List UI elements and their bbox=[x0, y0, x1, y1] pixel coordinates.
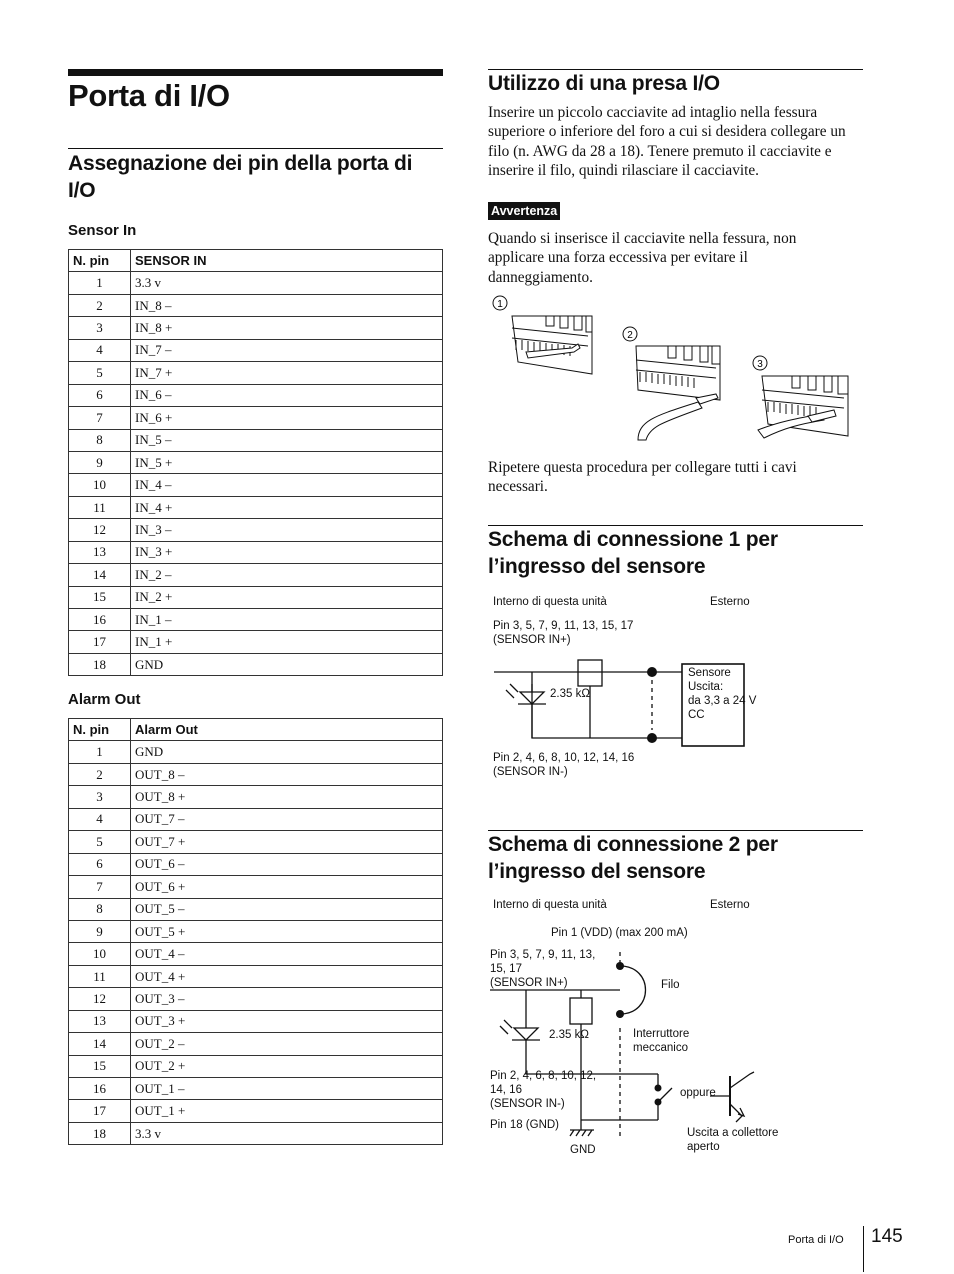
pin-signal-cell: IN_6 + bbox=[131, 407, 443, 429]
pin-number-cell: 4 bbox=[69, 808, 131, 830]
pin-signal-cell: OUT_2 – bbox=[131, 1033, 443, 1055]
table-row bbox=[69, 541, 443, 563]
pin-number-cell: 4 bbox=[69, 339, 131, 361]
table-row bbox=[69, 988, 443, 1010]
or-label: oppure bbox=[680, 1087, 716, 1099]
pin-signal-cell: 3.3 v bbox=[131, 272, 443, 294]
switch-symbol bbox=[658, 1074, 672, 1120]
footer-divider bbox=[863, 1226, 864, 1272]
table-row bbox=[69, 362, 443, 384]
pin-number-cell: 2 bbox=[69, 763, 131, 785]
table-row bbox=[69, 586, 443, 608]
table-row bbox=[69, 853, 443, 875]
warning-text: Quando si inserisce il cacciavite nella fessura, non applicare una forza eccessiva per evitare il danneggiamento. bbox=[488, 230, 797, 286]
terminal-block-1 bbox=[512, 316, 592, 374]
label-line: 15, 17 bbox=[490, 963, 522, 975]
pin-signal-cell: IN_5 – bbox=[131, 429, 443, 451]
table-row bbox=[69, 1078, 443, 1100]
pin-number-cell: 18 bbox=[69, 1122, 131, 1144]
pin-signal-cell: IN_1 + bbox=[131, 631, 443, 653]
table-row bbox=[69, 943, 443, 965]
pin-signal-cell: OUT_6 – bbox=[131, 853, 443, 875]
schema2-circuit bbox=[488, 944, 778, 1140]
pin-signal-cell: OUT_1 + bbox=[131, 1100, 443, 1122]
table-row bbox=[69, 876, 443, 898]
pin-signal-cell: IN_1 – bbox=[131, 609, 443, 631]
label-line: (SENSOR IN-) bbox=[493, 766, 568, 778]
table-row bbox=[69, 786, 443, 808]
pin-number-cell: 12 bbox=[69, 519, 131, 541]
table-row bbox=[69, 564, 443, 586]
title-rule bbox=[68, 69, 443, 76]
pin-number-cell: 15 bbox=[69, 1055, 131, 1077]
pin-signal-cell: IN_6 – bbox=[131, 384, 443, 406]
pin-number-cell: 3 bbox=[69, 317, 131, 339]
label-line: (SENSOR IN+) bbox=[493, 634, 571, 646]
pin-section-heading: Assegnazione dei pin della porta di I/O bbox=[68, 152, 413, 202]
pin-number-cell: 12 bbox=[69, 988, 131, 1010]
ground-symbol bbox=[570, 1130, 594, 1136]
heading-line: l’ingresso del sensore bbox=[488, 555, 706, 578]
table-row bbox=[69, 741, 443, 763]
footer-section-label: Porta di I/O bbox=[788, 1234, 844, 1246]
column-header: SENSOR IN bbox=[131, 250, 443, 272]
sensor-box bbox=[682, 664, 744, 746]
label-line: Uscita a collettore bbox=[687, 1127, 779, 1139]
pin-number-cell: 6 bbox=[69, 853, 131, 875]
pin-signal-cell: 3.3 v bbox=[131, 1122, 443, 1144]
table-row bbox=[69, 1055, 443, 1077]
label-line: Interruttore bbox=[633, 1028, 690, 1040]
pin-number-cell: 1 bbox=[69, 272, 131, 294]
table-row bbox=[69, 609, 443, 631]
table-header-row bbox=[69, 719, 443, 741]
column-header: Alarm Out bbox=[131, 719, 443, 741]
label-line: (SENSOR IN-) bbox=[490, 1098, 565, 1110]
pin-signal-cell: IN_4 – bbox=[131, 474, 443, 496]
pin-signal-cell: IN_4 + bbox=[131, 496, 443, 518]
wire-loop bbox=[620, 966, 646, 1014]
table-row bbox=[69, 407, 443, 429]
label-line: meccanico bbox=[633, 1042, 688, 1054]
pin-signal-cell: IN_5 + bbox=[131, 451, 443, 473]
table-row bbox=[69, 920, 443, 942]
table-row bbox=[69, 317, 443, 339]
warning-badge: Avvertenza bbox=[488, 202, 560, 220]
pin-signal-cell: OUT_6 + bbox=[131, 876, 443, 898]
table-row bbox=[69, 631, 443, 653]
pin-signal-cell: IN_2 + bbox=[131, 586, 443, 608]
pin-signal-cell: OUT_3 – bbox=[131, 988, 443, 1010]
schema2-heading bbox=[488, 831, 778, 885]
pin-number-cell: 8 bbox=[69, 429, 131, 451]
table-row bbox=[69, 763, 443, 785]
table-row bbox=[69, 898, 443, 920]
sensor-in-table bbox=[68, 249, 443, 676]
section-rule bbox=[68, 148, 443, 149]
pin-number-cell: 11 bbox=[69, 965, 131, 987]
pin-signal-cell: OUT_4 – bbox=[131, 943, 443, 965]
label-line: da 3,3 a 24 V bbox=[688, 695, 757, 707]
table-row bbox=[69, 1100, 443, 1122]
table-row bbox=[69, 1010, 443, 1032]
terminal-block-3 bbox=[758, 376, 848, 438]
table-row bbox=[69, 519, 443, 541]
pin-signal-cell: IN_8 + bbox=[131, 317, 443, 339]
pin-number-cell: 1 bbox=[69, 741, 131, 763]
column-header: N. pin bbox=[69, 250, 131, 272]
pin-number-cell: 13 bbox=[69, 1010, 131, 1032]
table-row bbox=[69, 1033, 443, 1055]
table-row bbox=[69, 808, 443, 830]
schema1-heading bbox=[488, 526, 778, 580]
pin-number-cell: 6 bbox=[69, 384, 131, 406]
pin-number-cell: 10 bbox=[69, 943, 131, 965]
label-line: Pin 2, 4, 6, 8, 10, 12, 14, 16 bbox=[493, 752, 635, 764]
table-header-row bbox=[69, 250, 443, 272]
pin1-label: Pin 1 (VDD) (max 200 mA) bbox=[551, 927, 688, 939]
pin18-label: Pin 18 (GND) bbox=[490, 1119, 560, 1131]
pin-signal-cell: OUT_8 + bbox=[131, 786, 443, 808]
pin-signal-cell: IN_7 + bbox=[131, 362, 443, 384]
internal-label: Interno di questa unità bbox=[493, 899, 607, 911]
heading-line: Schema di connessione 2 per bbox=[488, 833, 778, 856]
pin-number-cell: 10 bbox=[69, 474, 131, 496]
pin-number-cell: 13 bbox=[69, 541, 131, 563]
label-line: Pin 2, 4, 6, 8, 10, 12, bbox=[490, 1070, 597, 1082]
sensor-in-heading: Sensor In bbox=[68, 222, 137, 239]
table-row bbox=[69, 1122, 443, 1144]
table-row bbox=[69, 831, 443, 853]
table-row bbox=[69, 451, 443, 473]
usage-heading: Utilizzo di una presa I/O bbox=[488, 72, 720, 95]
pin-number-cell: 17 bbox=[69, 1100, 131, 1122]
pin-signal-cell: GND bbox=[131, 741, 443, 763]
alarm-out-table bbox=[68, 718, 443, 1145]
table-row bbox=[69, 294, 443, 316]
pin-number-cell: 18 bbox=[69, 653, 131, 675]
pin-number-cell: 17 bbox=[69, 631, 131, 653]
pin-signal-cell: IN_8 – bbox=[131, 294, 443, 316]
pin-number-cell: 5 bbox=[69, 831, 131, 853]
label-line: aperto bbox=[687, 1141, 720, 1153]
internal-label: Interno di questa unità bbox=[493, 596, 607, 608]
pin-number-cell: 16 bbox=[69, 1078, 131, 1100]
external-label: Esterno bbox=[710, 899, 750, 911]
pin-signal-cell: IN_7 – bbox=[131, 339, 443, 361]
step-number: 3 bbox=[757, 359, 763, 370]
pin-signal-cell: IN_3 + bbox=[131, 541, 443, 563]
table-row bbox=[69, 496, 443, 518]
pin-number-cell: 15 bbox=[69, 586, 131, 608]
usage-paragraph: Inserire un piccolo cacciavite ad intaglio nella fessura superiore o inferiore del foro a cui si desidera collegare un filo (n. AWG da 28 a 18). Tenere premuto il cacciavite e inserire il filo, quindi rilasciare il cacciavite. bbox=[488, 104, 846, 180]
pin-number-cell: 14 bbox=[69, 564, 131, 586]
resistor-symbol bbox=[578, 660, 602, 686]
pin-number-cell: 9 bbox=[69, 920, 131, 942]
pin-number-cell: 14 bbox=[69, 1033, 131, 1055]
label-line: (SENSOR IN+) bbox=[490, 977, 568, 989]
pin-number-cell: 3 bbox=[69, 786, 131, 808]
pin-number-cell: 5 bbox=[69, 362, 131, 384]
heading-line: l’ingresso del sensore bbox=[488, 860, 706, 883]
gnd-label: GND bbox=[570, 1144, 596, 1156]
page-title: Porta di I/O bbox=[68, 78, 230, 113]
wire-label: Filo bbox=[661, 979, 680, 991]
label-line: Uscita: bbox=[688, 681, 724, 693]
pin-signal-cell: IN_3 – bbox=[131, 519, 443, 541]
label-line: Sensore bbox=[688, 667, 731, 679]
table-row bbox=[69, 429, 443, 451]
pin-number-cell: 7 bbox=[69, 407, 131, 429]
table-row bbox=[69, 653, 443, 675]
pin-signal-cell: OUT_7 – bbox=[131, 808, 443, 830]
terminal-block-2 bbox=[636, 346, 720, 440]
pin-number-cell: 16 bbox=[69, 609, 131, 631]
resistor-symbol bbox=[570, 998, 592, 1024]
label-line: Pin 3, 5, 7, 9, 11, 13, bbox=[490, 949, 596, 961]
step-number: 2 bbox=[627, 330, 633, 341]
schema1-circuit bbox=[488, 640, 778, 760]
label-line: 14, 16 bbox=[490, 1084, 522, 1096]
pin-signal-cell: OUT_7 + bbox=[131, 831, 443, 853]
pin-signal-cell: IN_2 – bbox=[131, 564, 443, 586]
resistor-label: 2.35 kΩ bbox=[550, 688, 590, 700]
label-line: CC bbox=[688, 709, 705, 721]
pin-signal-cell: OUT_3 + bbox=[131, 1010, 443, 1032]
insertion-illustration bbox=[488, 290, 864, 450]
table-row bbox=[69, 272, 443, 294]
table-row bbox=[69, 339, 443, 361]
pin-number-cell: 2 bbox=[69, 294, 131, 316]
pin-signal-cell: OUT_8 – bbox=[131, 763, 443, 785]
pin-number-cell: 9 bbox=[69, 451, 131, 473]
pin-signal-cell: OUT_5 – bbox=[131, 898, 443, 920]
table-row bbox=[69, 384, 443, 406]
pin-signal-cell: OUT_1 – bbox=[131, 1078, 443, 1100]
pin-number-cell: 8 bbox=[69, 898, 131, 920]
table-row bbox=[69, 965, 443, 987]
pin-number-cell: 11 bbox=[69, 496, 131, 518]
external-label: Esterno bbox=[710, 596, 750, 608]
pin-signal-cell: GND bbox=[131, 653, 443, 675]
page-number: 145 bbox=[871, 1226, 903, 1247]
heading-line: Schema di connessione 1 per bbox=[488, 528, 778, 551]
pin-signal-cell: OUT_2 + bbox=[131, 1055, 443, 1077]
column-header: N. pin bbox=[69, 719, 131, 741]
led-symbol bbox=[514, 1028, 538, 1040]
after-text: Ripetere questa procedura per collegare tutti i cavi necessari. bbox=[488, 459, 797, 496]
pin-number-cell: 7 bbox=[69, 876, 131, 898]
step-number: 1 bbox=[497, 299, 503, 310]
label-line: Pin 3, 5, 7, 9, 11, 13, 15, 17 bbox=[493, 620, 634, 632]
resistor-label: 2.35 kΩ bbox=[549, 1029, 589, 1041]
alarm-out-heading: Alarm Out bbox=[68, 691, 141, 708]
pin-signal-cell: OUT_5 + bbox=[131, 920, 443, 942]
table-row bbox=[69, 474, 443, 496]
pin-signal-cell: OUT_4 + bbox=[131, 965, 443, 987]
